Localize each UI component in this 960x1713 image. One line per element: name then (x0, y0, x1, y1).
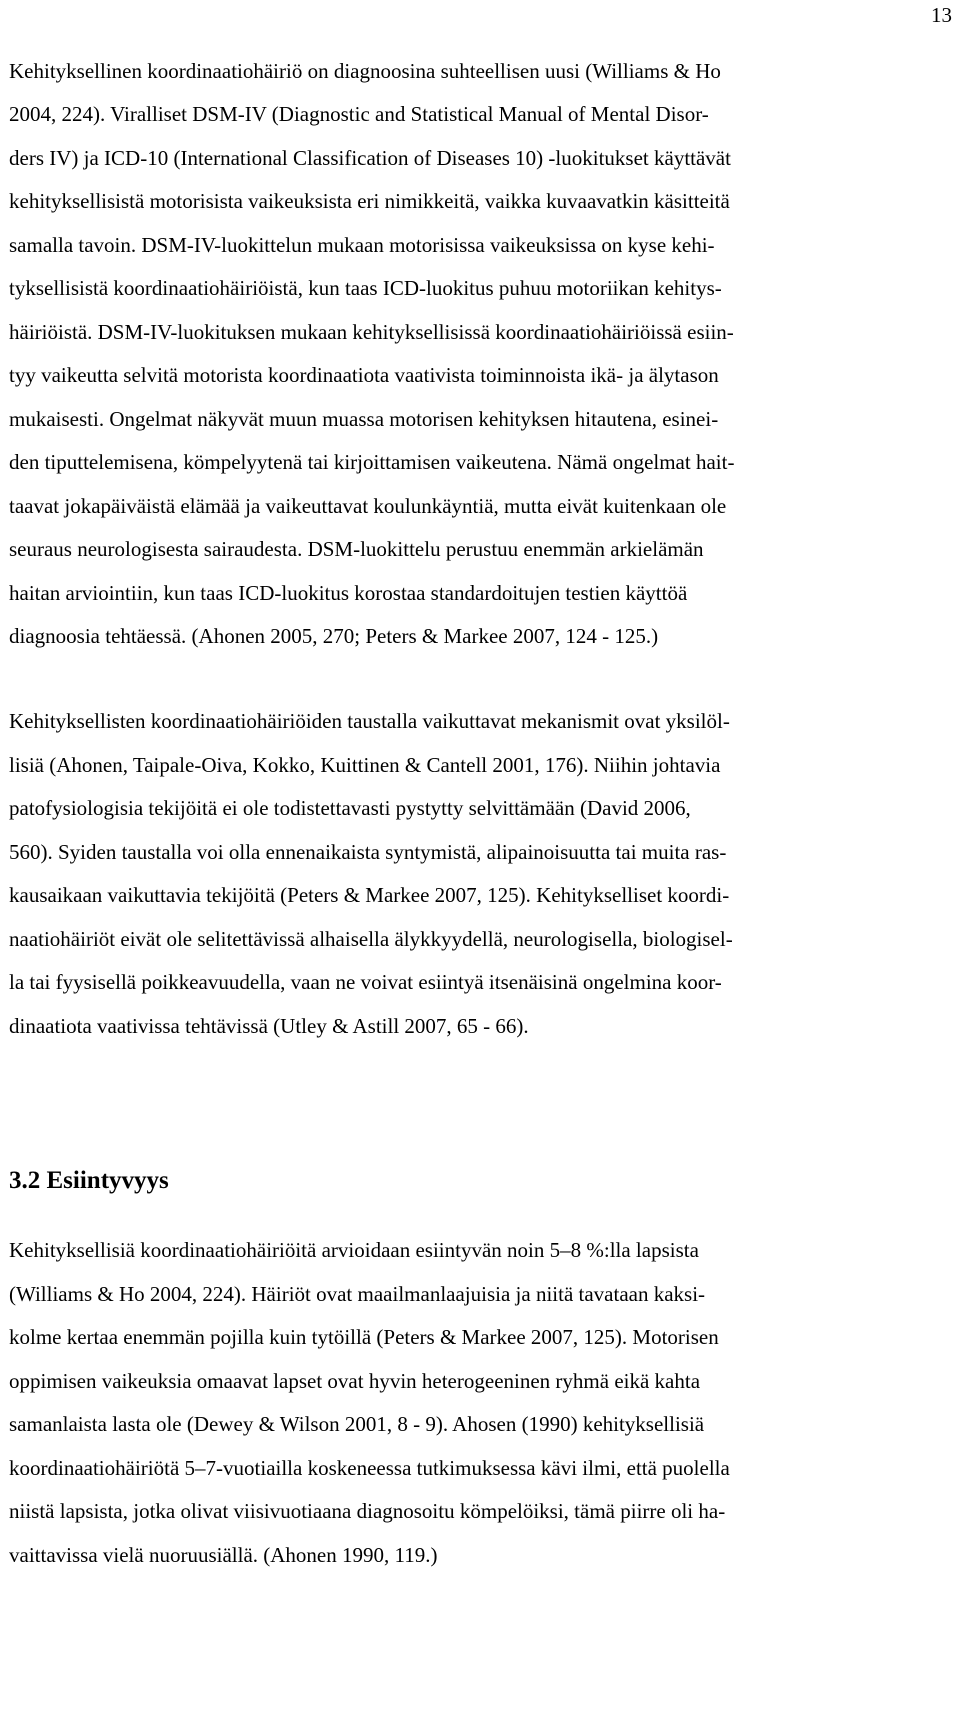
text-line: dinaatiota vaativissa tehtävissä (Utley & Astill 2007, 65 - 66). (9, 1014, 529, 1038)
text-line: la tai fyysisellä poikkeavuudella, vaan ne voivat esiintyä itsenäisinä ongelmina koor- (9, 970, 722, 994)
text-line: häiriöistä. DSM-IV-luokituksen mukaan kehityksellisissä koordinaatiohäiriöissä esiin- (9, 320, 734, 344)
text-line: diagnoosia tehtäessä. (Ahonen 2005, 270; Peters & Markee 2007, 124 - 125.) (9, 624, 659, 648)
text-line: tyksellisistä koordinaatiohäiriöistä, kun taas ICD-luokitus puhuu motoriikan kehitys- (9, 276, 722, 300)
text-line: koordinaatiohäiriötä 5–7-vuotiailla koskeneessa tutkimuksessa kävi ilmi, että puolella (9, 1456, 730, 1480)
text-line: niistä lapsista, jotka olivat viisivuotiaana diagnosoitu kömpelöiksi, tämä piirre oli ha- (9, 1499, 726, 1523)
text-line: mukaisesti. Ongelmat näkyvät muun muassa motorisen kehityksen hitautena, esinei- (9, 407, 719, 431)
text-line: seuraus neurologisesta sairaudesta. DSM-luokittelu perustuu enemmän arkielämän (9, 537, 704, 561)
text-line: den tiputtelemisena, kömpelyytenä tai kirjoittamisen vaikeutena. Nämä ongelmat hait- (9, 450, 735, 474)
page-number: 13 (931, 3, 952, 27)
text-line: ders IV) ja ICD-10 (International Classification of Diseases 10) -luokitukset käyttävät (9, 146, 731, 170)
text-line: oppimisen vaikeuksia omaavat lapset ovat hyvin heterogeeninen ryhmä eikä kahta (9, 1369, 701, 1393)
text-line: naatiohäiriöt eivät ole selitettävissä alhaisella älykkyydellä, neurologisella, biologisel- (9, 927, 733, 951)
text-line: Kehityksellinen koordinaatiohäiriö on diagnoosina suhteellisen uusi (Williams & Ho (9, 59, 721, 83)
text-line: (Williams & Ho 2004, 224). Häiriöt ovat maailmanlaajuisia ja niitä tavataan kaksi- (9, 1282, 706, 1306)
text-line: 560). Syiden taustalla voi olla ennenaikaista syntymistä, alipainoisuutta tai muita ras- (9, 840, 727, 864)
text-line: taavat jokapäiväistä elämää ja vaikeuttavat koulunkäyntiä, mutta eivät kuitenkaan ole (9, 494, 727, 518)
text-line: samanlaista lasta ole (Dewey & Wilson 2001, 8 - 9). Ahosen (1990) kehityksellisiä (9, 1412, 705, 1436)
text-line: vaittavissa vielä nuoruusiällä. (Ahonen 1990, 119.) (9, 1543, 438, 1567)
text-line: tyy vaikeutta selvitä motorista koordinaatiota vaativista toiminnoista ikä- ja älytason (9, 363, 719, 387)
text-line: samalla tavoin. DSM-IV-luokittelun mukaan motorisissa vaikeuksissa on kyse kehi- (9, 233, 715, 257)
text-line: kausaikaan vaikuttavia tekijöitä (Peters & Markee 2007, 125). Kehitykselliset koordi- (9, 883, 730, 907)
text-line: patofysiologisia tekijöitä ei ole todistettavasti pystytty selvittämään (David 2006, (9, 796, 691, 820)
text-line: haitan arviointiin, kun taas ICD-luokitus korostaa standardoitujen testien käyttöä (9, 581, 688, 605)
text-line: lisiä (Ahonen, Taipale-Oiva, Kokko, Kuittinen & Cantell 2001, 176). Niihin johtavia (9, 753, 721, 777)
section-heading: 3.2 Esiintyvyys (9, 1167, 169, 1194)
text-line: 2004, 224). Viralliset DSM-IV (Diagnostic and Statistical Manual of Mental Disor- (9, 102, 709, 126)
text-line: kolme kertaa enemmän pojilla kuin tytöillä (Peters & Markee 2007, 125). Motorisen (9, 1325, 719, 1349)
text-line: Kehityksellisten koordinaatiohäiriöiden taustalla vaikuttavat mekanismit ovat yksilöl- (9, 709, 730, 733)
text-line: kehityksellisistä motorisista vaikeuksista eri nimikkeitä, vaikka kuvaavatkin käsitteitä (9, 189, 730, 213)
text-line: Kehityksellisiä koordinaatiohäiriöitä arvioidaan esiintyvän noin 5–8 %:lla lapsista (9, 1238, 699, 1262)
